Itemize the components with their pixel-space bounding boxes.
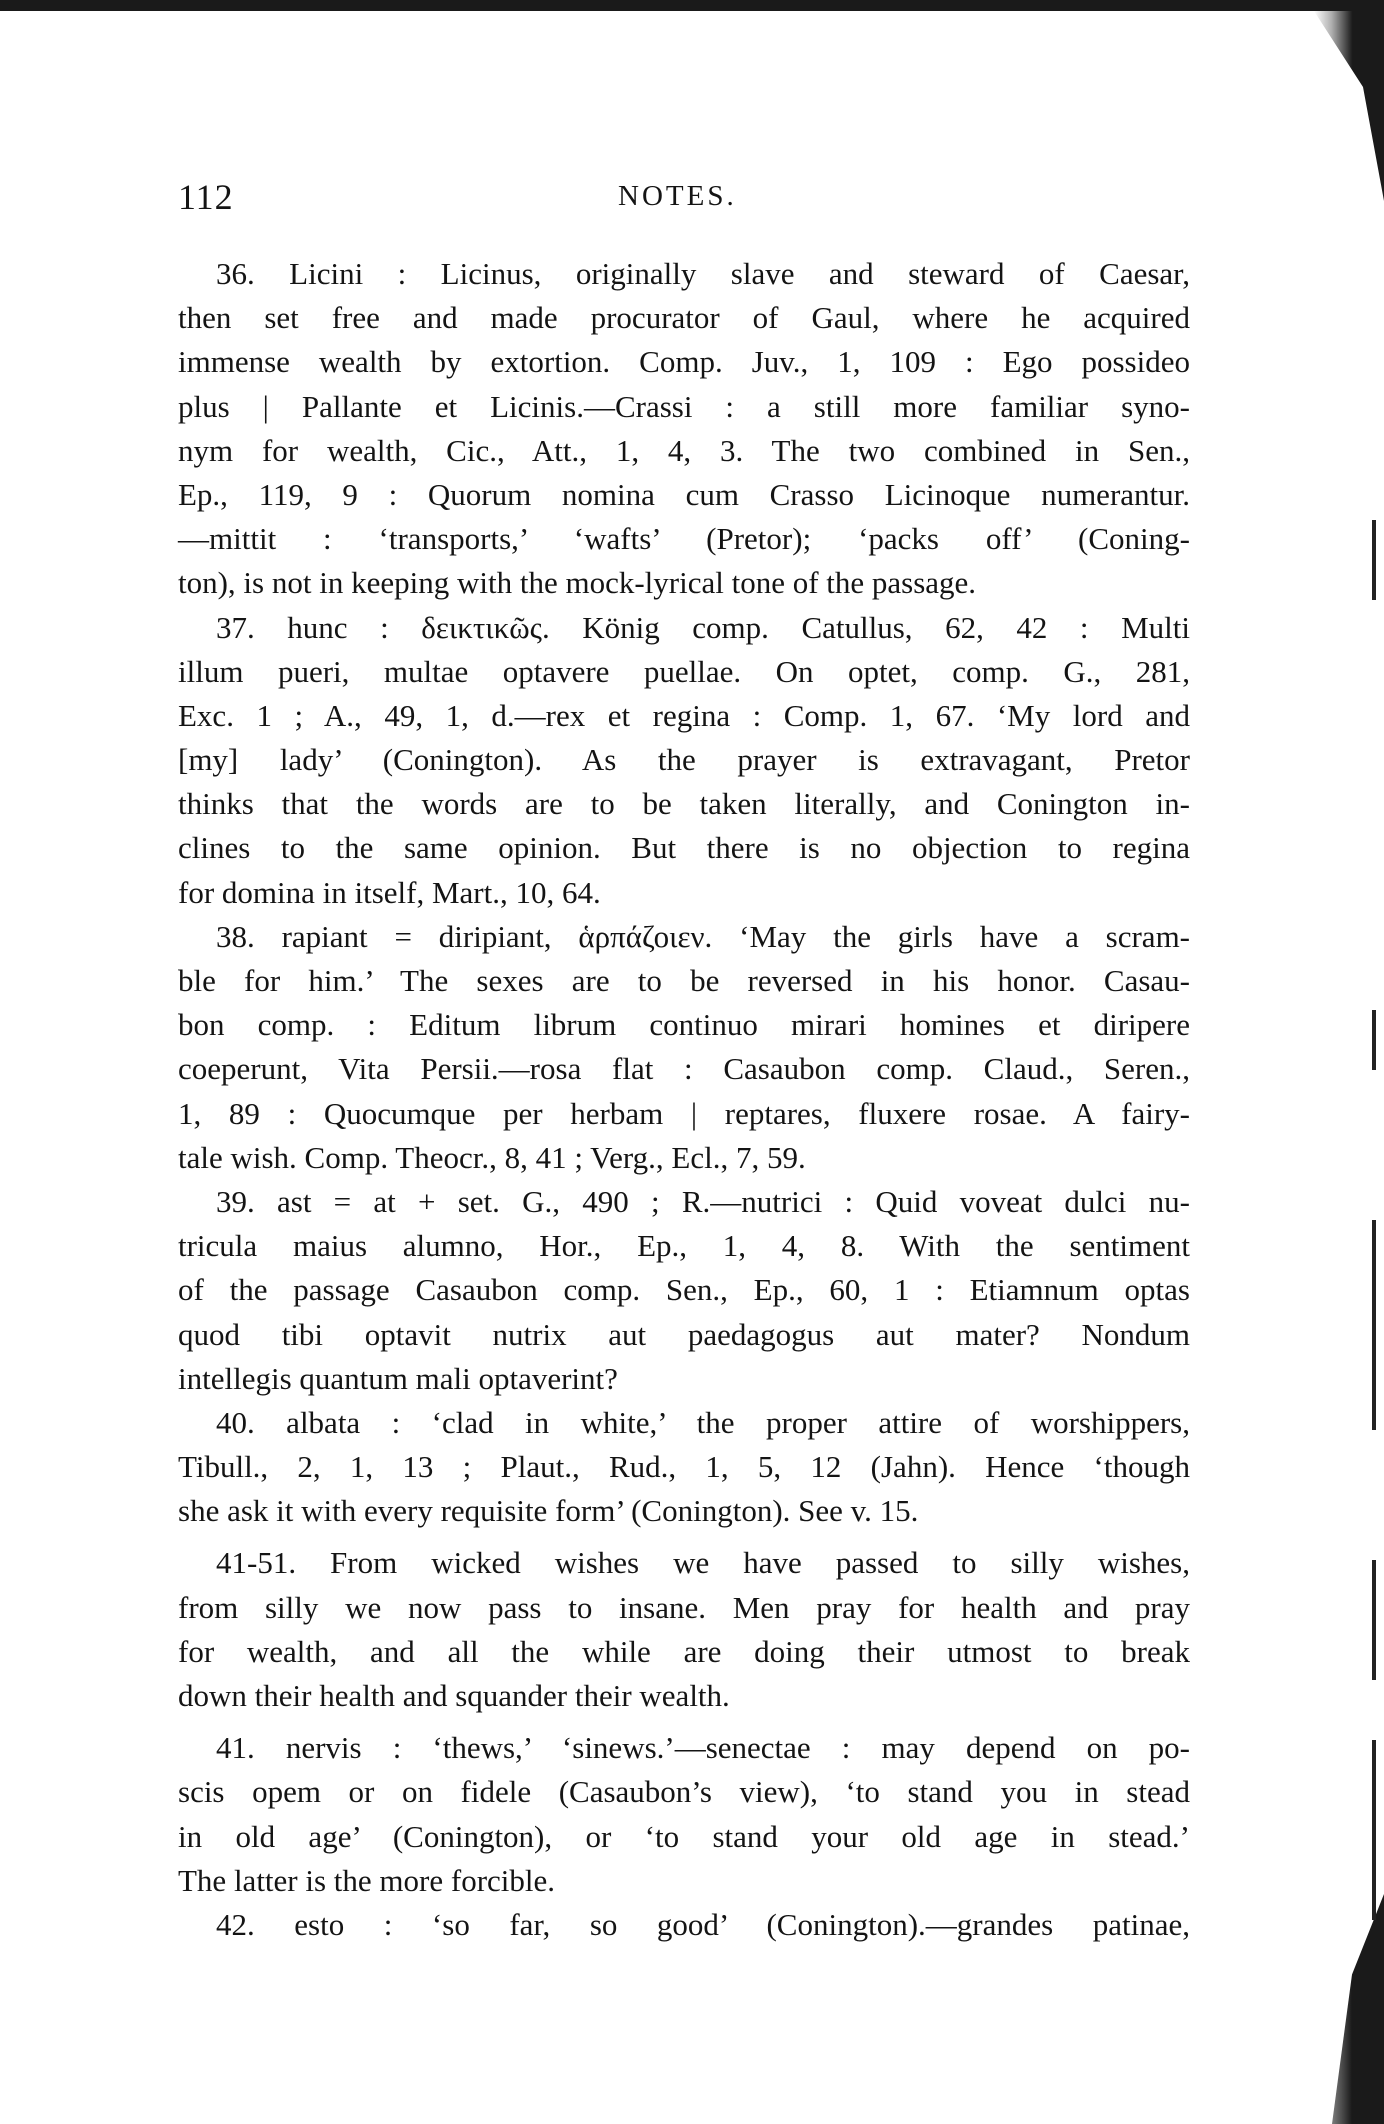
note-line: from silly we now pass to insane. Men pray for health and pray — [178, 1589, 1190, 1625]
note-line: Tibull., 2, 1, 13 ; Plaut., Rud., 1, 5, 12 (Jahn). Hence ‘though — [178, 1449, 1190, 1485]
note-line: bon comp. : Editum librum continuo mirari homines et diripere — [178, 1007, 1190, 1043]
note-line: ton), is not in keeping with the mock-lyrical tone of the passage. — [178, 565, 977, 601]
gutter-mark — [1372, 1740, 1376, 1920]
page-title: NOTES. — [618, 180, 737, 212]
gutter-mark — [1372, 1560, 1376, 1680]
note-line: 39. ast = at + set. G., 490 ; R.—nutrici : Quid voveat dulci nu- — [216, 1183, 1190, 1219]
binding-shadow-bottom — [1304, 1894, 1384, 2124]
note-line: 37. hunc : δεικτικῶς. König comp. Catullus, 62, 42 : Multi — [216, 609, 1190, 645]
note-line: 42. esto : ‘so far, so good’ (Conington).—grandes patinae, — [216, 1906, 1190, 1942]
note-37 — [178, 606, 1190, 915]
note-line: 41-51. From wicked wishes we have passed to silly wishes, — [216, 1545, 1190, 1581]
note-line: quod tibi optavit nutrix aut paedagogus aut mater? Nondum — [178, 1316, 1190, 1352]
note-line: 40. albata : ‘clad in white,’ the proper attire of worshippers, — [216, 1404, 1190, 1440]
note-line: nym for wealth, Cic., Att., 1, 4, 3. The two combined in Sen., — [178, 432, 1190, 468]
note-line: immense wealth by extortion. Comp. Juv., 1, 109 : Ego possideo — [178, 344, 1190, 380]
note-line: Ep., 119, 9 : Quorum nomina cum Crasso Licinoque numerantur. — [178, 476, 1190, 512]
note-line: plus | Pallante et Licinis.—Crassi : a still more familiar syno- — [178, 388, 1190, 424]
spacer — [178, 1533, 1190, 1541]
note-line: for wealth, and all the while are doing their utmost to break — [178, 1633, 1190, 1669]
note-41-51 — [178, 1541, 1190, 1718]
running-head — [178, 176, 1218, 226]
note-line: The latter is the more forcible. — [178, 1862, 556, 1898]
note-line: for domina in itself, Mart., 10, 64. — [178, 874, 601, 910]
note-line: [my] lady’ (Conington). As the prayer is extravagant, Pretor — [178, 742, 1190, 778]
binding-shadow-top — [1314, 11, 1384, 201]
note-line: tale wish. Comp. Theocr., 8, 41 ; Verg., Ecl., 7, 59. — [178, 1139, 806, 1175]
note-line: down their health and squander their wealth. — [178, 1678, 730, 1713]
note-line: clines to the same opinion. But there is no objection to regina — [178, 830, 1190, 866]
note-36 — [178, 252, 1190, 606]
note-line: 38. rapiant = diripiant, ἁρπάζοιεν. ‘May the girls have a scram- — [216, 918, 1190, 954]
page-number: 112 — [178, 177, 234, 217]
note-40 — [178, 1401, 1190, 1534]
note-line: illum pueri, multae optavere puellae. On optet, comp. G., 281, — [178, 653, 1190, 689]
note-line: intellegis quantum mali optaverint? — [178, 1360, 618, 1396]
note-41 — [178, 1726, 1190, 1903]
gutter-mark — [1372, 1010, 1376, 1070]
note-line: of the passage Casaubon comp. Sen., Ep., 60, 1 : Etiamnum optas — [178, 1272, 1190, 1308]
note-line: —mittit : ‘transports,’ ‘wafts’ (Pretor); ‘packs off’ (Coning- — [178, 521, 1190, 557]
notes-body — [178, 252, 1190, 1947]
spacer — [178, 1718, 1190, 1726]
note-line: she ask it with every requisite form’ (Conington). See v. 15. — [178, 1493, 919, 1529]
note-line: tricula maius alumno, Hor., Ep., 1, 4, 8. With the sentiment — [178, 1228, 1190, 1264]
note-line: ble for him.’ The sexes are to be reversed in his honor. Casau- — [178, 963, 1190, 998]
note-line: in old age’ (Conington), or ‘to stand your old age in stead.’ — [178, 1818, 1190, 1854]
note-line: 41. nervis : ‘thews,’ ‘sinews.’—senectae : may depend on po- — [216, 1730, 1190, 1766]
page-top-edge — [0, 0, 1384, 11]
note-line: scis opem or on fidele (Casaubon’s view), ‘to stand you in stead — [178, 1774, 1190, 1810]
note-line: 36. Licini : Licinus, originally slave and steward of Caesar, — [216, 256, 1190, 291]
gutter-mark — [1372, 520, 1376, 600]
note-line: 1, 89 : Quocumque per herbam | reptares, fluxere rosae. A fairy- — [178, 1095, 1190, 1131]
note-38 — [178, 915, 1190, 1180]
note-line: then set free and made procurator of Gaul, where he acquired — [178, 300, 1190, 336]
gutter-mark — [1372, 1220, 1376, 1430]
note-39 — [178, 1180, 1190, 1401]
note-42 — [178, 1903, 1190, 1947]
note-line: coeperunt, Vita Persii.—rosa flat : Casaubon comp. Claud., Seren., — [178, 1051, 1190, 1087]
note-line: thinks that the words are to be taken literally, and Conington in- — [178, 786, 1190, 822]
note-line: Exc. 1 ; A., 49, 1, d.—rex et regina : Comp. 1, 67. ‘My lord and — [178, 697, 1190, 733]
